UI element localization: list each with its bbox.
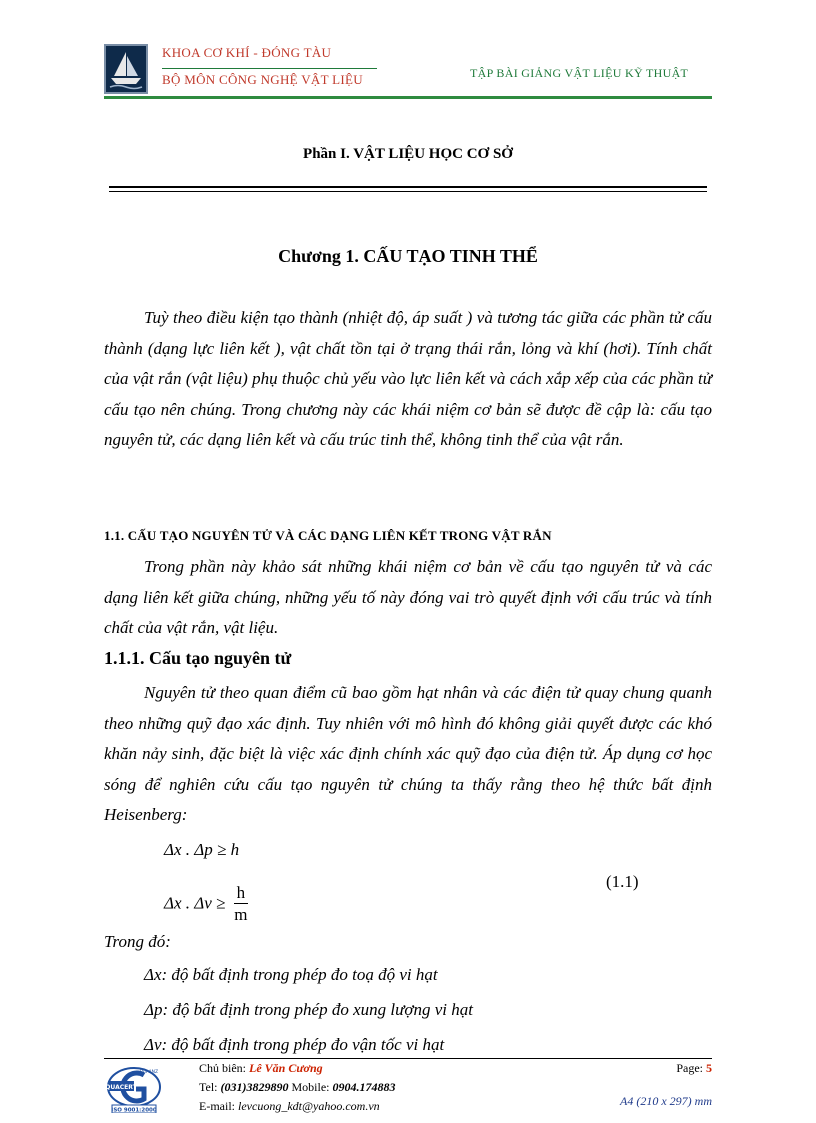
svg-text:QUACERT: QUACERT [105, 1084, 137, 1091]
mobile-number: 0904.174883 [332, 1080, 396, 1094]
editor-name: Lê Văn Cương [249, 1061, 323, 1075]
subsection-heading: 1.1.1. Cấu tạo nguyên tử [104, 648, 292, 668]
section-paragraph: Trong phần này khảo sát những khái niệm cơ bản về cấu tạo nguyên tử và các dạng liên kết giữa chúng, những yếu tố này đóng vai trò quyết định với cấu trúc và tính chất của vật rắn, vật liệu. [104, 557, 712, 638]
quacert-logo [104, 1065, 164, 1113]
fraction-numerator: h [234, 883, 249, 904]
mobile-label: Mobile: [291, 1080, 330, 1094]
email-address[interactable]: levcuong_kdt@yahoo.com.vn [238, 1099, 380, 1113]
svg-text:ISO 9001:2000: ISO 9001:2000 [111, 1107, 157, 1113]
header-department: BỘ MÔN CÔNG NGHỆ VẬT LIỆU [162, 72, 363, 87]
footer-phones [199, 1080, 396, 1095]
part-title: Phần I. VẬT LIỆU HỌC CƠ SỞ [303, 146, 513, 162]
svg-text:JAS-ANZ: JAS-ANZ [139, 1070, 159, 1075]
definition-delta-x: Δx: độ bất định trong phép đo toạ độ vi hạt [144, 965, 438, 984]
equation-number: (1.1) [606, 872, 639, 891]
footer-rule [104, 1058, 712, 1059]
equation-position-velocity [164, 883, 248, 926]
ship-icon [106, 46, 146, 92]
paper-size: A4 (210 x 297) mm [620, 1094, 712, 1108]
iso-certification-icon [104, 1065, 164, 1113]
equation-lhs: Δx . Δv ≥ [164, 893, 226, 913]
intro-paragraph: Tuỳ theo điều kiện tạo thành (nhiệt độ, áp suất ) và tương tác giữa các phần tử cấu thành (dạng lực liên kết ), vật chất tồn tại ở trạng thái rắn, lỏng và khí (hơi). Tính chất của vật rắn (vật liệu) phụ thuộc chủ yếu vào lực liên kết và cách xắp xếp của các phần tử cấu tạo nên chúng. Trong chương này các khái niệm cơ bản sẽ được đề cập là: cấu tạo nguyên tử, các dạng liên kết và cấu trúc tinh thể, không tinh thể của vật rắn. [104, 308, 712, 450]
subsection-paragraph: Nguyên tử theo quan điểm cũ bao gồm hạt nhân và các điện tử quay chung quanh theo những quỹ đạo xác định. Tuy nhiên với mô hình đó không giải quyết được các khó khăn nảy sinh, đặc biệt là việc xác định chính xác quỹ đạo của điện tử. Áp dụng cơ học sóng để nghiên cứu cấu tạo nguyên tử chúng ta thấy rằng theo hệ thức bất định Heisenberg: [104, 683, 712, 825]
footer-email [199, 1099, 380, 1114]
section-heading: 1.1. CẤU TẠO NGUYÊN TỬ VÀ CÁC DẠNG LIÊN KẾT TRONG VẬT RẮN [104, 528, 552, 543]
faculty-logo [104, 44, 148, 94]
part-rule-thin [109, 191, 707, 192]
footer-editor [199, 1061, 323, 1076]
header-divider [162, 68, 377, 69]
tel-label: Tel: [199, 1080, 218, 1094]
editor-label: Chủ biên: [199, 1061, 246, 1075]
equation-fraction [234, 883, 249, 926]
part-rule-thick [109, 186, 707, 188]
where-label: Trong đó: [104, 932, 171, 951]
header-faculty: KHOA CƠ KHÍ - ĐÓNG TÀU [162, 45, 332, 60]
definition-delta-p: Δp: độ bất định trong phép đo xung lượng vi hạt [144, 1000, 473, 1019]
footer-page [640, 1061, 712, 1076]
fraction-denominator: m [234, 905, 248, 924]
tel-number: (031)3829890 [220, 1080, 289, 1094]
chapter-title: Chương 1. CẤU TẠO TINH THỂ [278, 246, 538, 266]
equation-position-momentum: Δx . Δp ≥ h [164, 840, 240, 859]
definition-delta-v: Δv: độ bất định trong phép đo vận tốc vi hạt [144, 1035, 445, 1054]
page-number: 5 [706, 1061, 712, 1075]
header-course-title: TẬP BÀI GIẢNG VẬT LIỆU KỸ THUẬT [470, 66, 689, 80]
email-label: E-mail: [199, 1099, 235, 1113]
page-label: Page: [676, 1061, 703, 1075]
header-rule [104, 96, 712, 99]
